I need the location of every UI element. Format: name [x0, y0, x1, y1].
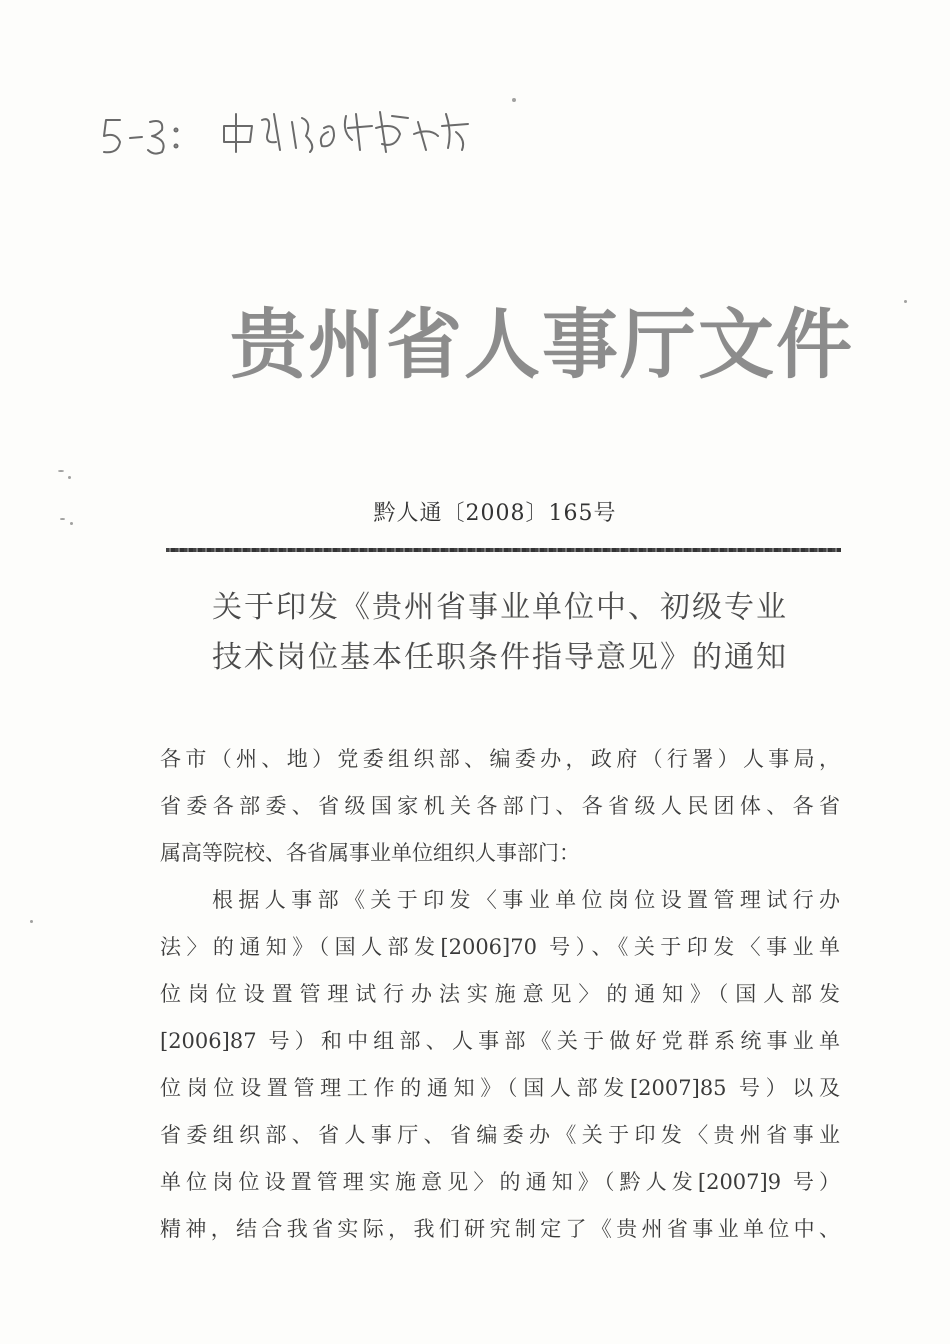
body-line: 法〉的通知》（国人部发[2006]70 号）、《关于印发〈事业单: [160, 935, 840, 959]
addressee-line: 各市（州、地）党委组织部、编委办，政府（行署）人事局，: [160, 747, 840, 771]
body-line: 单位岗位设置管理实施意见〉的通知》（黔人发[2007]9 号）: [160, 1170, 840, 1194]
scan-speck: [904, 300, 907, 303]
notice-title: [160, 583, 840, 683]
addressee-line: 省委各部委、省级国家机关各部门、各省级人民团体、各省: [160, 794, 840, 818]
notice-body: [160, 736, 840, 1253]
body-line: 位岗位设置管理试行办法实施意见〉的通知》（国人部发: [160, 982, 840, 1006]
document-number: 黔人通〔2008〕165号: [373, 501, 617, 526]
scan-speck: [68, 476, 71, 479]
body-line: 位岗位设置管理工作的通知》（国人部发[2007]85 号）以及: [160, 1076, 840, 1100]
body-line: 精神，结合我省实际，我们研究制定了《贵州省事业单位中、: [160, 1217, 840, 1241]
scan-speck: [30, 920, 33, 923]
body-line: [2006]87 号）和中组部、人事部《关于做好党群系统事业单: [160, 1029, 840, 1053]
letterhead-title: 贵州省人事厅文件: [230, 300, 854, 389]
scan-speck: [58, 470, 64, 472]
scan-speck: [512, 98, 516, 102]
body-line: 省委组织部、省人事厅、省编委办《关于印发〈贵州省事业: [160, 1123, 840, 1147]
letterhead-divider: [166, 548, 841, 552]
notice-title-line: 技术岗位基本任职条件指导意见》的通知: [212, 640, 788, 675]
body-line: 根据人事部《关于印发〈事业单位岗位设置管理试行办: [212, 888, 840, 912]
addressee-line: 属高等院校、各省属事业单位组织人事部门：: [160, 841, 580, 865]
handwritten-annotation: [96, 92, 476, 172]
handwritten-annotation-drawing: [96, 92, 476, 172]
notice-title-line: 关于印发《贵州省事业单位中、初级专业: [212, 590, 788, 625]
